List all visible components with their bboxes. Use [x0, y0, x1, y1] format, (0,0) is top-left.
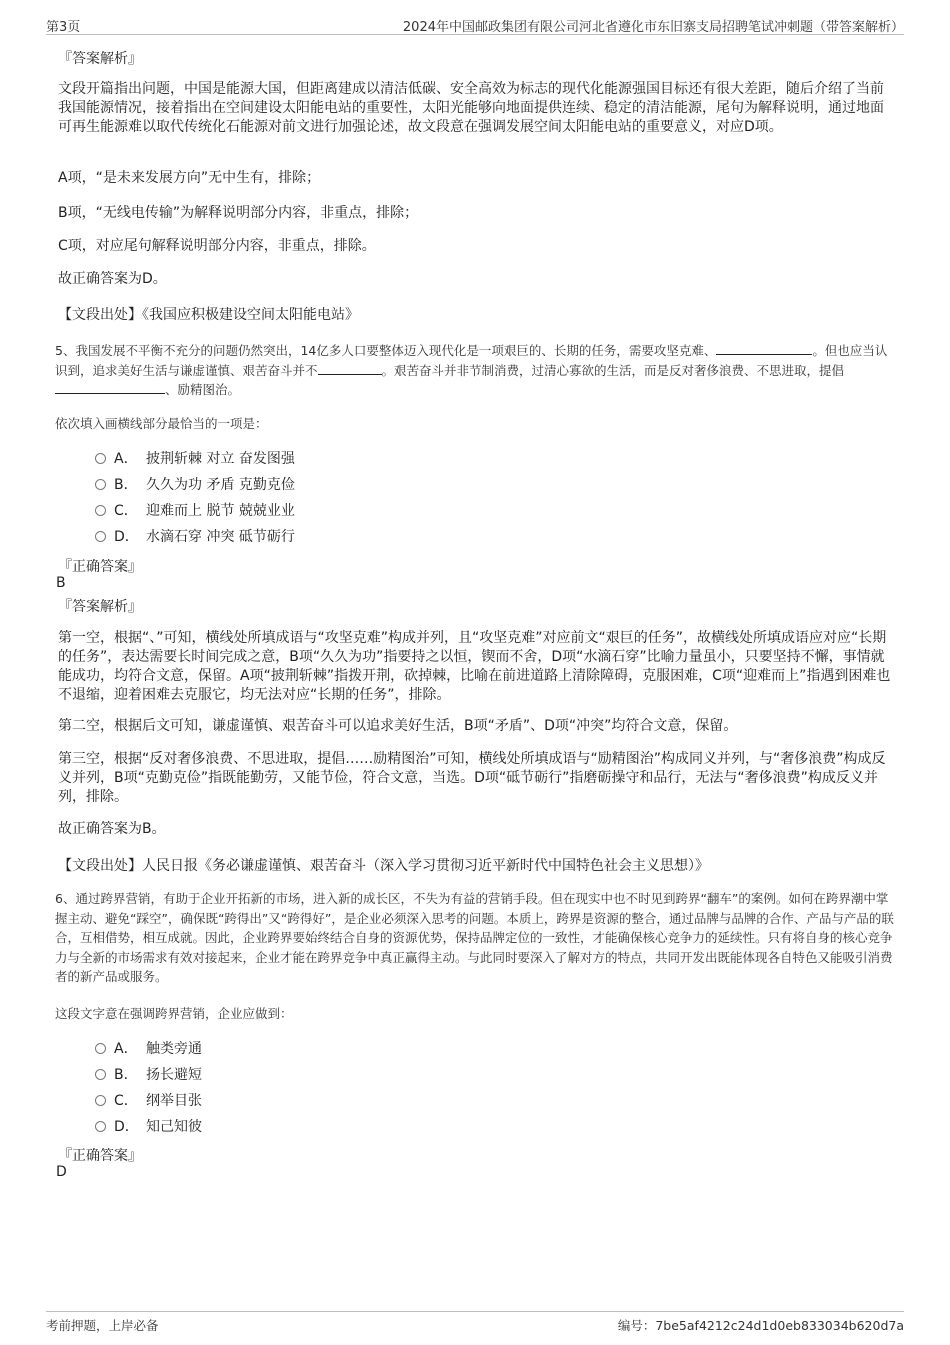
q5-stem: 5、我国发展不平衡不充分的问题仍然突出，14亿多人口要整体迈入现代化是一项艰巨的、长期的任务，需要攻坚克难、 。但也应当认识到，追求美好生活与谦虚谨慎、艰苦奋斗并不 。艰苦奋斗并非节制消费，过清心寡欲的生活，而是反对奢侈浪费、不思进取，提倡、励精图治。 [55, 343, 888, 397]
q4-analysis-paragraph: 文段开篇指出问题，中国是能源大国，但距离建成以清洁低碳、安全高效为标志的现代化能源强国目标还有很大差距，随后介绍了当前我国能源情况，接着指出在空间建设太阳能电站的重要性，太阳光能够向地面提供连续、稳定的清洁能源，尾句为解释说明，通过地面可再生能源难以取代传统化石能源对前文进行加强论述，故文段意在强调发展空间太阳能电站的重要意义，对应D项。 [58, 81, 884, 135]
radio-icon[interactable] [95, 479, 106, 490]
q6-option-b[interactable]: B． 扬长避短 [95, 1066, 202, 1084]
q5-source: 【文段出处】人民日报《务必谦虚谨慎、艰苦奋斗（深入学习贯彻习近平新时代中国特色社会主义思想）》 [58, 858, 709, 874]
q5-prompt: 依次填入画横线部分最恰当的一项是： [55, 416, 268, 431]
q4-analysis-option-a: A项，“是未来发展方向”无中生有，排除； [58, 170, 321, 186]
blank-1 [716, 342, 812, 355]
radio-icon[interactable] [95, 505, 106, 516]
q6-option-c[interactable]: C． 纲举目张 [95, 1092, 202, 1110]
blank-2 [318, 362, 382, 375]
radio-icon[interactable] [95, 453, 106, 464]
radio-icon[interactable] [95, 1043, 106, 1054]
radio-icon[interactable] [95, 1121, 106, 1132]
radio-icon[interactable] [95, 1095, 106, 1106]
q5-analysis-p3: 第三空，根据“反对奢侈浪费、不思进取，提倡……励精图治”可知，横线处所填成语与“励精图治”构成同义并列，与“奢侈浪费”构成反义并列，B项“克勤克俭”指既能勤劳，又能节俭，符合文意，当选。D项“砥节砺行”指磨砺操守和品行，无法与“奢侈浪费”构成反义并列，排除。 [58, 751, 886, 805]
page-header [46, 14, 904, 35]
q4-source: 【文段出处】《我国应积极建设空间太阳能电站》 [58, 307, 359, 323]
q5-analysis-p2: 第二空，根据后文可知，谦虚谨慎、艰苦奋斗可以追求美好生活，B项“矛盾”、D项“冲突”均符合文意，保留。 [58, 718, 738, 734]
q5-option-d[interactable]: D． 水滴石穿 冲突 砥节砺行 [95, 528, 295, 546]
q6-option-a[interactable]: A． 触类旁通 [95, 1040, 202, 1058]
page-number: 第3页 [46, 20, 81, 35]
q4-analysis-option-b: B项，“无线电传输”为解释说明部分内容，非重点，排除； [58, 205, 419, 221]
document-id: 编号：7be5af4212c24d1d0eb833034b620d7a [617, 1318, 904, 1333]
q6-answer-label: 『正确答案』 [58, 1148, 142, 1164]
footer-slogan: 考前押题，上岸必备 [46, 1318, 159, 1333]
q5-analysis-label: 『答案解析』 [58, 599, 142, 615]
blank-3 [55, 381, 165, 394]
page-footer [46, 1311, 904, 1338]
q4-conclusion: 故正确答案为D。 [58, 271, 167, 287]
q6-prompt: 这段文字意在强调跨界营销，企业应做到： [55, 1006, 293, 1021]
radio-icon[interactable] [95, 1069, 106, 1080]
q5-option-c[interactable]: C． 迎难而上 脱节 兢兢业业 [95, 502, 295, 520]
q6-stem: 6、通过跨界营销，有助于企业开拓新的市场，进入新的成长区，不失为有益的营销手段。但在现实中也不时见到跨界“翻车”的案例。如何在跨界潮中掌握主动、避免“踩空”，确保既“跨得出”又“跨得好”，是企业必须深入思考的问题。本质上，跨界是资源的整合，通过品牌与品牌的合作、产品与产品的联合，互相借势，相互成就。因此，企业跨界要始终结合自身的资源优势，保持品牌定位的一致性，才能确保核心竞争力的延续性。只有将自身的核心竞争力与全新的市场需求有效对接起来，企业才能在跨界竞争中真正赢得主动。与此同时要深入了解对方的特点，共同开发出既能体现各自特色又能吸引消费者的新产品或服务。 [55, 891, 894, 984]
radio-icon[interactable] [95, 531, 106, 542]
q5-option-b[interactable]: B． 久久为功 矛盾 克勤克俭 [95, 476, 295, 494]
document-title: 2024年中国邮政集团有限公司河北省遵化市东旧寨支局招聘笔试冲刺题（带答案解析） [402, 20, 904, 35]
q4-analysis-label: 『答案解析』 [58, 51, 142, 67]
q5-answer: B [56, 575, 66, 591]
q5-option-a[interactable]: A． 披荆斩棘 对立 奋发图强 [95, 450, 295, 468]
q6-option-d[interactable]: D． 知己知彼 [95, 1118, 202, 1136]
q4-analysis-option-c: C项，对应尾句解释说明部分内容，非重点，排除。 [58, 238, 376, 254]
q5-conclusion: 故正确答案为B。 [58, 821, 166, 837]
q5-analysis-p1: 第一空，根据“、”可知，横线处所填成语与“攻坚克难”构成并列，且“攻坚克难”对应前文“艰巨的任务”，故横线处所填成语应对应“长期的任务”，表达需要长时间完成之意，B项“久久为功”指要持之以恒，锲而不舍，D项“水滴石穿”比喻力量虽小，只要坚持不懈，事情就能成功，均符合文意，保留。A项“披荆斩棘”指拨开荆，砍掉棘，比喻在前进道路上清除障碍，克服困难，C项“迎难而上”指遇到困难也不退缩，迎着困难去克服它，均无法对应“长期的任务”，排除。 [58, 630, 891, 703]
q5-answer-label: 『正确答案』 [58, 559, 142, 575]
q6-answer: D [56, 1164, 67, 1180]
